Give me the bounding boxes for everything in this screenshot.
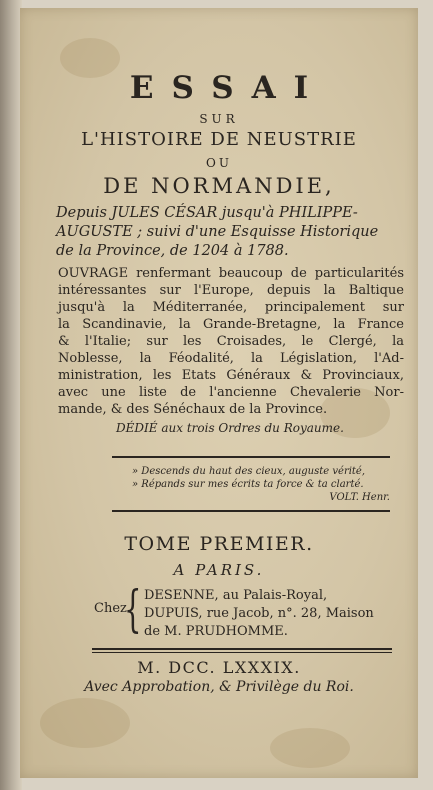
description-line: & l'Italie; sur les Croisades, le Clergé, la bbox=[58, 334, 404, 349]
publication-year: M. DCC. LXXXIX. bbox=[137, 658, 301, 677]
publisher-line: de M. PRUDHOMME. bbox=[144, 624, 288, 639]
rule-year-thin bbox=[92, 652, 392, 653]
subtitle-line: de la Province, de 1204 à 1788. bbox=[56, 243, 289, 259]
tome: TOME PREMIER. bbox=[124, 533, 314, 555]
book-binding-edge bbox=[0, 0, 22, 790]
approbation: Avec Approbation, & Privilège du Roi. bbox=[84, 679, 354, 695]
epigraph-line: » Répands sur mes écrits ta force & ta clarté. bbox=[132, 479, 364, 490]
description-line: intéressantes sur l'Europe, depuis la Baltique bbox=[58, 283, 404, 298]
description-line: Noblesse, la Féodalité, la Législation, l'Ad- bbox=[58, 351, 404, 366]
subtitle-line: Depuis JULES CÉSAR jusqu'à PHILIPPE- bbox=[56, 205, 358, 221]
description-line: avec une liste de l'ancienne Chevalerie Nor- bbox=[58, 385, 404, 400]
rule-lower bbox=[112, 510, 390, 512]
description-line: mande, & des Sénéchaux de la Province. bbox=[58, 402, 328, 417]
description-line: jusqu'à la Méditerranée, principalement sur bbox=[58, 300, 404, 315]
description-line: OUVRAGE renfermant beaucoup de particularités bbox=[58, 266, 404, 281]
rule-year-thick bbox=[92, 648, 392, 650]
brace-glyph: { bbox=[124, 580, 142, 638]
city: A PARIS. bbox=[173, 561, 265, 579]
rule-upper bbox=[112, 456, 390, 458]
description-line: la Scandinavie, la Grande-Bretagne, la France bbox=[58, 317, 404, 332]
description-line: ministration, les Etats Généraux & Provinciaux, bbox=[58, 368, 404, 383]
title-sur: SUR bbox=[199, 112, 239, 126]
title-essai: ESSAI bbox=[129, 70, 327, 106]
title-ou: OU bbox=[206, 156, 232, 170]
publisher-line: DESENNE, au Palais-Royal, bbox=[144, 588, 328, 603]
title-normandie: DE NORMANDIE, bbox=[103, 174, 335, 198]
dedication: DÉDIÉ aux trois Ordres du Royaume. bbox=[116, 421, 344, 435]
title-histoire-neustrie: L'HISTOIRE DE NEUSTRIE bbox=[81, 129, 357, 150]
title-page bbox=[20, 8, 418, 778]
chez-label: Chez bbox=[94, 601, 127, 616]
publisher-line: DUPUIS, rue Jacob, n°. 28, Maison bbox=[144, 606, 374, 621]
epigraph-author: VOLT. Henr. bbox=[329, 492, 390, 503]
epigraph-line: » Descends du haut des cieux, auguste vérité, bbox=[132, 466, 366, 477]
subtitle-line: AUGUSTE ; suivi d'une Esquisse Historique bbox=[56, 224, 379, 240]
